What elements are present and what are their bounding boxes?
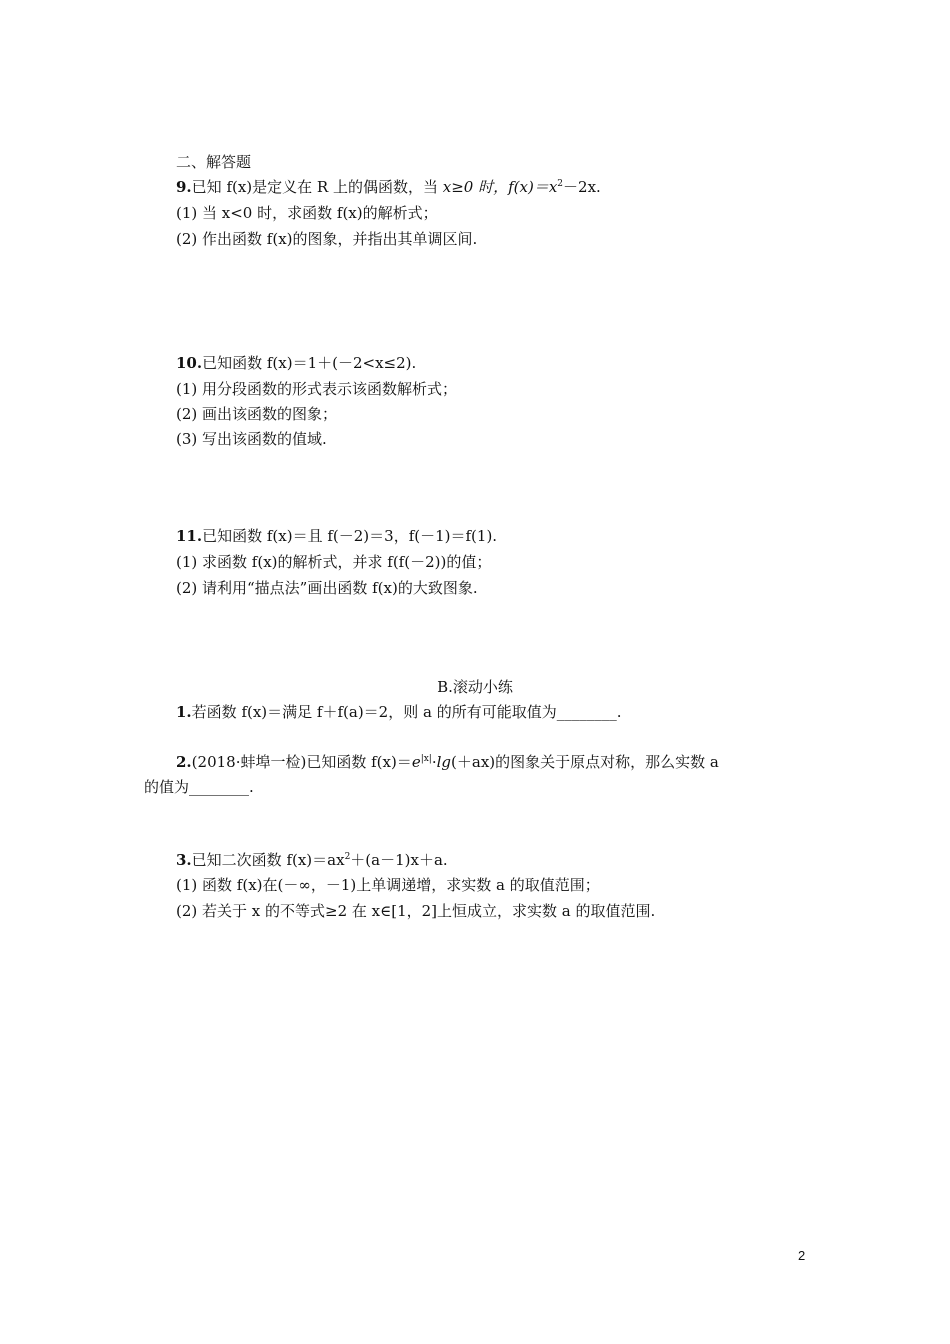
b-question-1: [176, 702, 621, 722]
section-b-title: B.滚动小练: [437, 678, 513, 696]
question-10: [176, 353, 416, 373]
question-text: 若函数 f(x)＝满足 f＋f(a)＝2，则 a 的所有可能取值为________.: [191, 703, 622, 721]
question-number: 2.: [176, 753, 192, 771]
question-text: lg: [436, 753, 452, 771]
question-number: 9.: [176, 178, 192, 196]
question-9-part-1: (1) 当 x<0 时，求函数 f(x)的解析式；: [176, 204, 438, 222]
question-text: ·: [431, 753, 437, 771]
b-question-3-part-2: (2) 若关于 x 的不等式≥2 在 x∈[1，2]上恒成立，求实数 a 的取值范围.: [176, 902, 656, 920]
question-11-part-1: (1) 求函数 f(x)的解析式，并求 f(f(－2))的值；: [176, 553, 492, 571]
question-text: ＋(a－1)x＋a.: [350, 851, 448, 869]
superscript: |x|: [420, 754, 432, 764]
question-number: 3.: [176, 851, 192, 869]
question-9: [176, 177, 601, 197]
question-11: [176, 526, 497, 546]
superscript: 2: [557, 179, 564, 189]
b-question-3-part-1: (1) 函数 f(x)在(－∞，－1)上单调递增，求实数 a 的取值范围；: [176, 876, 600, 894]
question-text: 已知二次函数 f(x)＝ax: [191, 851, 345, 869]
question-number: 11.: [176, 527, 203, 545]
question-11-part-2: (2) 请利用“描点法”画出函数 f(x)的大致图象.: [176, 579, 478, 597]
question-text: (＋ax)的图象关于原点对称，那么实数 a: [451, 753, 719, 771]
question-text: e: [411, 753, 421, 771]
question-text: 已知函数 f(x)＝1＋(－2<x≤2).: [202, 354, 417, 372]
question-text: (2018·蚌埠一检)已知函数 f(x)＝: [191, 753, 412, 771]
b-question-3: [176, 850, 448, 870]
question-number: 1.: [176, 703, 192, 721]
b-question-2: [176, 752, 719, 772]
question-text: 已知函数 f(x)＝且 f(－2)＝3，f(－1)＝f(1).: [202, 527, 498, 545]
question-10-part-3: (3) 写出该函数的值域.: [176, 430, 327, 448]
question-10-part-1: (1) 用分段函数的形式表示该函数解析式；: [176, 380, 458, 398]
question-9-part-2: (2) 作出函数 f(x)的图象，并指出其单调区间.: [176, 230, 478, 248]
question-text: 已知 f(x)是定义在 R 上的偶函数，当: [191, 178, 443, 196]
section-title: 二、解答题: [176, 153, 252, 171]
question-text: f(x)＝x: [508, 178, 558, 196]
b-question-2-line-2: 的值为________.: [144, 778, 254, 796]
question-10-part-2: (2) 画出该函数的图象；: [176, 405, 338, 423]
question-text: x≥0 时，: [442, 178, 509, 196]
question-text: －2x.: [563, 178, 601, 196]
superscript: 2: [344, 852, 351, 862]
page-number: 2: [798, 1248, 806, 1263]
question-number: 10.: [176, 354, 203, 372]
